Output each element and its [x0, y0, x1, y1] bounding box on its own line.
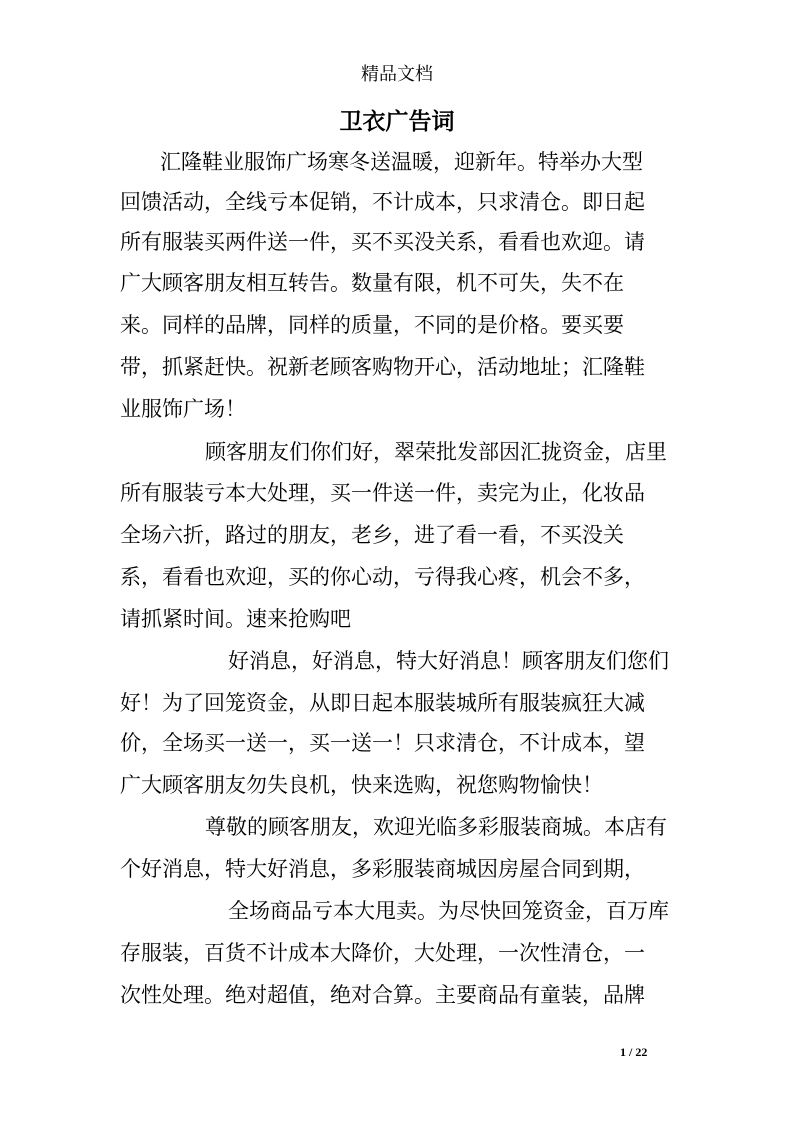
- text-line: 全场商品亏本大甩卖。为尽快回笼资金，百万库: [228, 899, 669, 923]
- text-line: 广大顾客朋友勿失良机，快来选购，祝您购物愉快！: [120, 773, 603, 797]
- text-line: 好消息，好消息，特大好消息！顾客朋友们您们: [228, 649, 669, 673]
- text-line: 所有服装亏本大处理，买一件送一件，卖完为止，化妆品: [120, 481, 645, 505]
- text-line: 顾客朋友们你们好，翠荣批发部因汇拢资金，店里: [205, 440, 667, 464]
- text-line: 业服饰广场！: [120, 397, 246, 421]
- text-line: 尊敬的顾客朋友，欢迎光临多彩服装商城。本店有: [205, 815, 667, 839]
- text-line: 汇隆鞋业服饰广场寒冬送温暖，迎新年。特举办大型: [160, 150, 643, 174]
- text-line: 来。同样的品牌，同样的质量，不同的是价格。要买要: [120, 313, 624, 337]
- text-line: 请抓紧时间。速来抢购吧: [120, 607, 351, 631]
- document-header: 精品文档: [361, 64, 433, 85]
- document-title: 卫衣广告词: [339, 108, 455, 135]
- text-line: 价，全场买一送一，买一送一！只求清仓，不计成本，望: [120, 731, 645, 755]
- text-line: 广大顾客朋友相互转告。数量有限，机不可失，失不在: [120, 271, 624, 295]
- text-line: 存服装，百货不计成本大降价，大处理，一次性清仓，一: [120, 941, 645, 965]
- text-line: 带，抓紧赶快。祝新老顾客购物开心，活动地址；汇隆鞋: [120, 355, 645, 379]
- page-number: 1 / 22: [620, 1045, 648, 1059]
- text-line: 次性处理。绝对超值，绝对合算。主要商品有童装，品牌: [120, 983, 645, 1007]
- text-line: 回馈活动，全线亏本促销，不计成本，只求清仓。即日起: [120, 190, 645, 214]
- text-line: 全场六折，路过的朋友，老乡，进了看一看，不买没关: [120, 523, 624, 547]
- text-line: 系，看看也欢迎，买的你心动，亏得我心疼，机会不多，: [120, 565, 645, 589]
- text-line: 好！为了回笼资金，从即日起本服装城所有服装疯狂大减: [120, 691, 645, 715]
- text-line: 个好消息，特大好消息，多彩服装商城因房屋合同到期，: [120, 857, 645, 881]
- text-line: 所有服装买两件送一件，买不买没关系，看看也欢迎。请: [120, 230, 645, 254]
